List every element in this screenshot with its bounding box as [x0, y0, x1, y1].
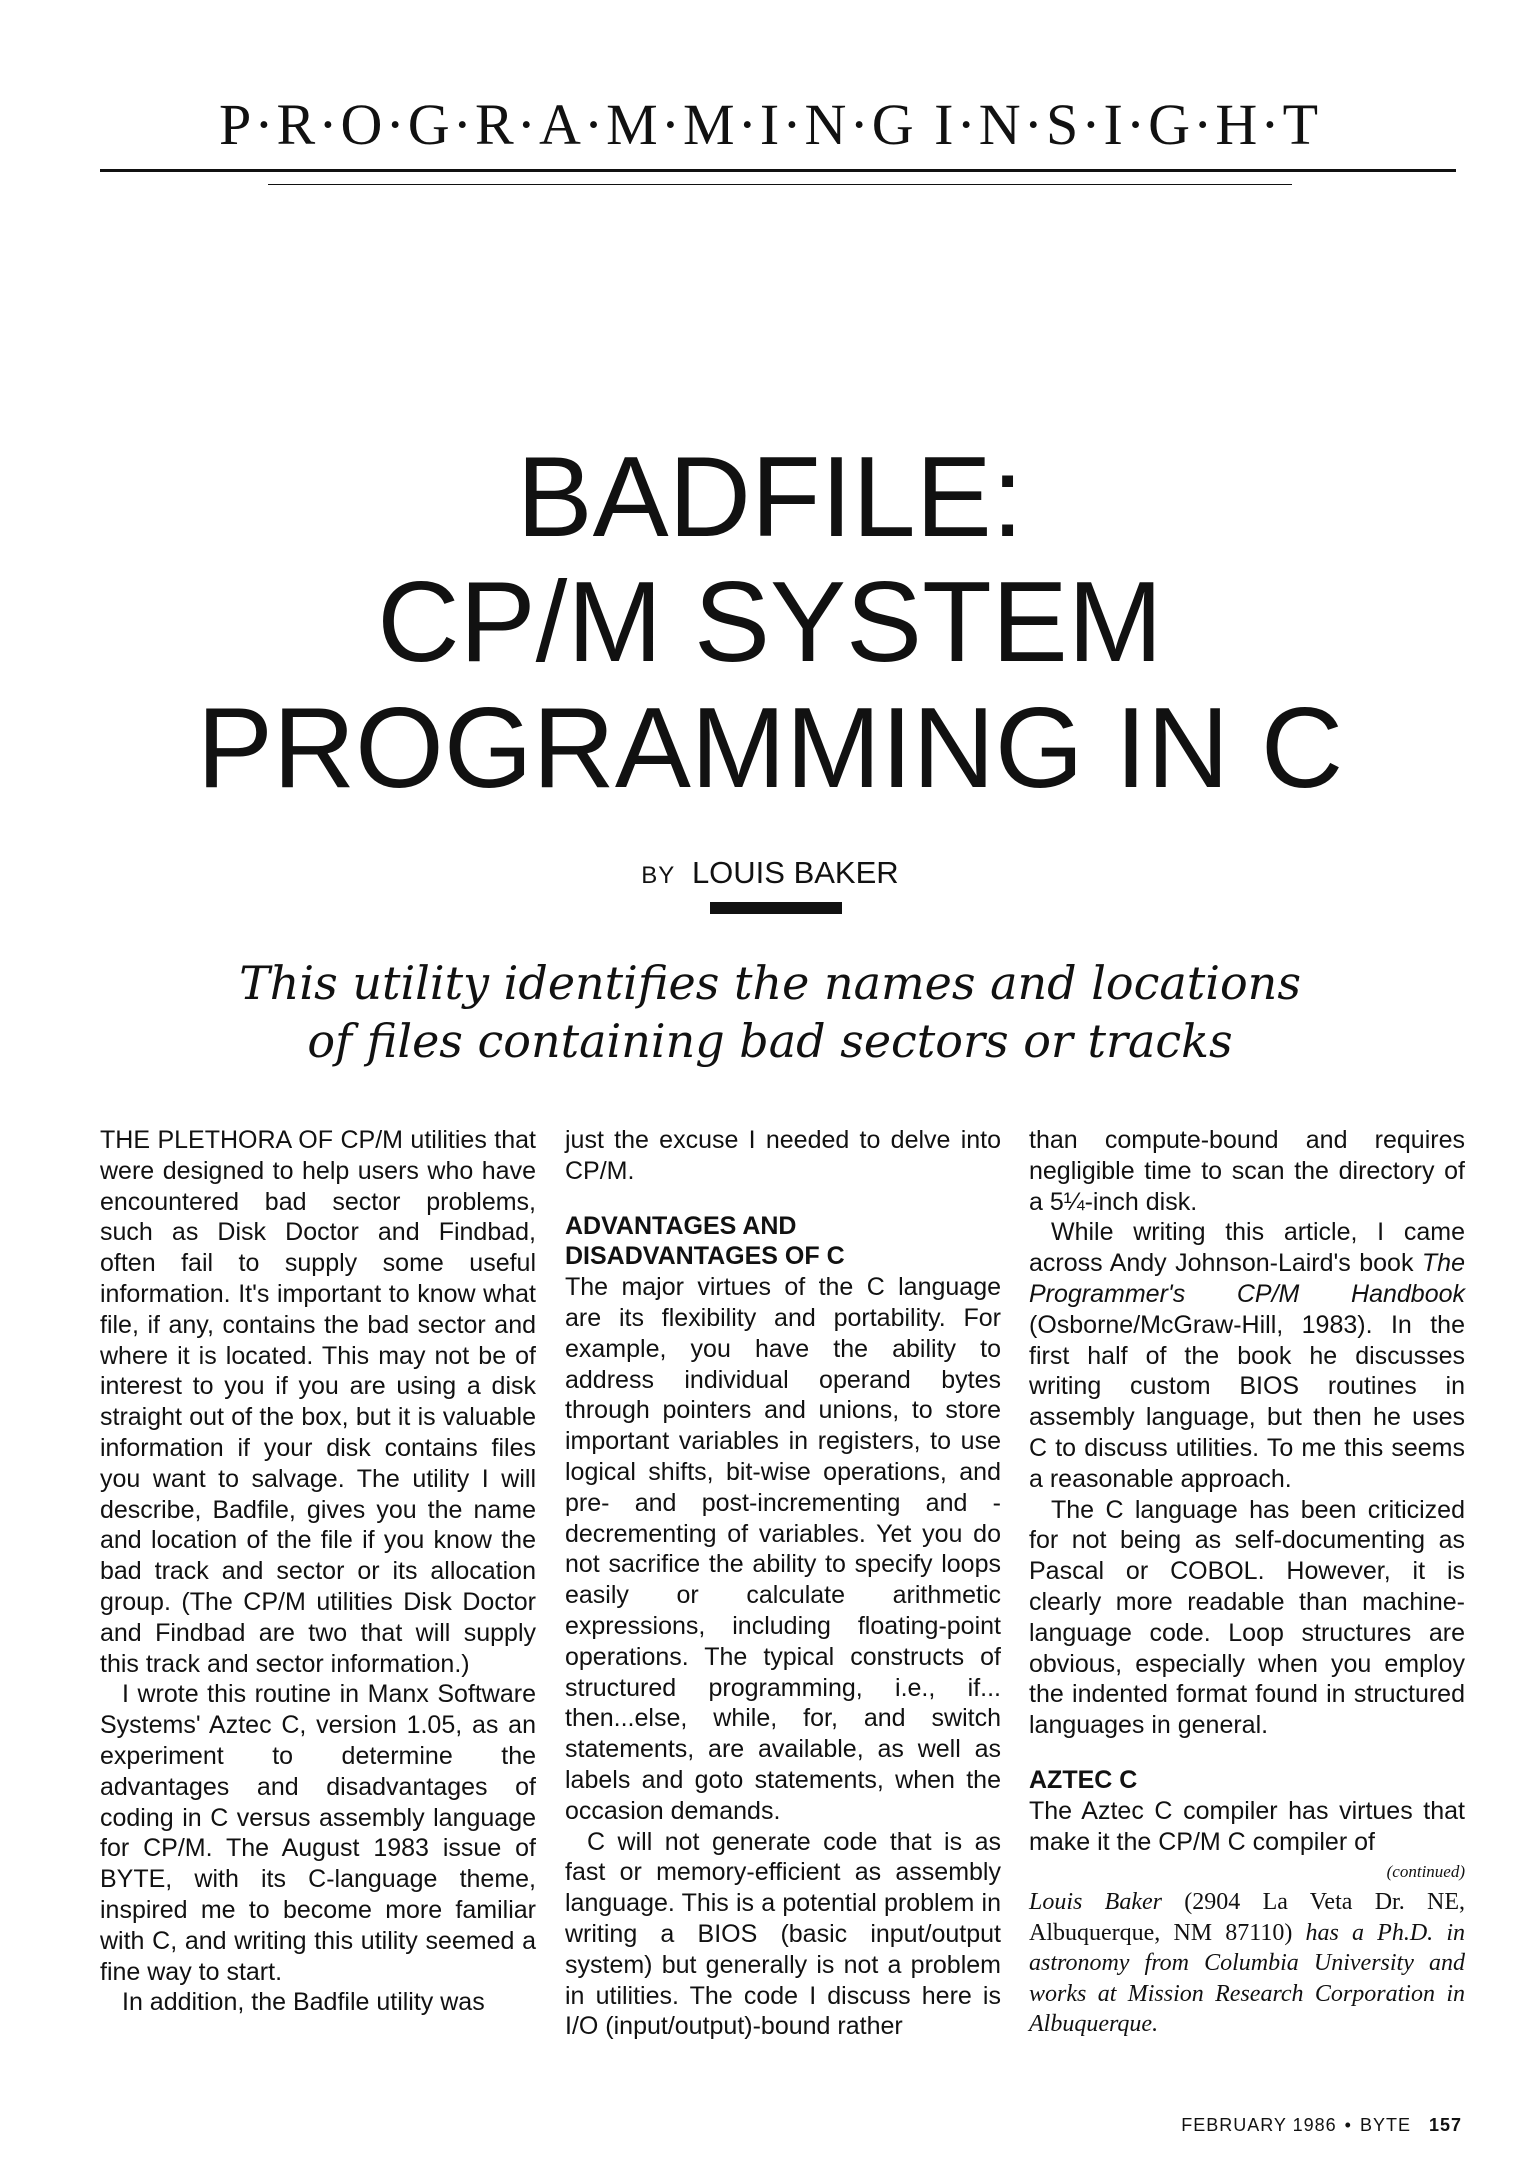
heading-line-2: DISADVANTAGES OF C [565, 1242, 845, 1271]
byline-rule [710, 902, 842, 914]
section-header: P·R·O·G·R·A·M·M·I·N·G I·N·S·I·G·H·T [218, 92, 1322, 157]
col2-paragraph-1: just the excuse I needed to delve into CP/M. [565, 1126, 1001, 1185]
footer-separator: • [1344, 2115, 1352, 2135]
byline [0, 855, 1540, 891]
col1-paragraph-2: I wrote this routine in Manx Software Systems' Aztec C, version 1.05, as an experiment to determine the advantages and disadvantages of coding in C versus assembly language for CP/M. The August 1983 issue of BYTE, with its C-language theme, inspired me to become more familiar with C, and writing this utility seemed a fine way to start. [100, 1680, 536, 1986]
section-heading-advantages [565, 1211, 1001, 1273]
column-2 [565, 1125, 1001, 2042]
col2-paragraph-2: The major virtues of the C language are its flexibility and portability. For example, you have the ability to address individual operand bytes through pointers and unions, to store important variables in registers, to use logical shifts, bit-wise operations, and pre- and post-incrementing and -decrementing of variables. Yet you do not sacrifice the ability to specify loops easily or calculate arithmetic expressions, including floating-point operations. The typical constructs of structured programming, i.e., if... then...else, while, for, and switch statements, are available, as well as labels and goto statements, when the occasion demands. [565, 1273, 1001, 1825]
byline-by: BY [641, 862, 676, 889]
column-3 [1029, 1125, 1465, 2040]
col3-paragraph-2 [1029, 1217, 1465, 1494]
page-number: 157 [1428, 2115, 1462, 2135]
page-footer [1181, 2115, 1462, 2136]
article-title [0, 435, 1540, 811]
deck-line-1: This utility identifies the names and locations [239, 956, 1301, 1010]
col1-paragraph-3: In addition, the Badfile utility was [122, 1988, 485, 2017]
bio-name: Louis Baker [1029, 1889, 1162, 1916]
title-line-1: BADFILE: [516, 434, 1024, 561]
heading-line-1: ADVANTAGES AND [565, 1211, 797, 1240]
bio-text: has a Ph.D. in astronomy from Columbia University and works at Mission Research Corporation in Albuquerque. [1029, 1919, 1465, 2038]
bio-address: (2904 La Veta Dr. NE, Albuquerque, NM 87110) [1029, 1889, 1465, 1946]
footer-date: FEBRUARY 1986 [1181, 2115, 1337, 2135]
col3-paragraph-4: The Aztec C compiler has virtues that make it the CP/M C compiler of [1029, 1796, 1465, 1856]
col3-paragraph-3: The C language has been criticized for not being as self-documenting as Pascal or COBOL. However, it is clearly more readable than machine-language code. Loop structures are obvious, especially when you employ the indented format found in structured languages in general. [1029, 1495, 1465, 1740]
footer-magazine: BYTE [1359, 2115, 1411, 2135]
col3-p2-after: (Osborne/McGraw-Hill, 1983). In the first half of the book he discusses writing custom BIOS routines in assembly language, but then he uses C to discuss utilities. To me this seems a reasonable approach. [1029, 1310, 1465, 1493]
header-subrule [268, 184, 1292, 185]
column-1 [100, 1125, 536, 2018]
col1-paragraph-1: THE PLETHORA OF CP/M utilities that were designed to help users who have encountered bad sector problems, such as Disk Doctor and Findbad, often fail to supply some useful information. It's important to know what file, if any, contains the bad sector and where it is located. This may not be of interest to you if you are using a disk straight out of the box, but it is valuable information if your disk contains files you want to salvage. The utility I will describe, Badfile, gives you the name and location of the file if you know the bad track and sector or its allocation group. (The CP/M utilities Disk Doctor and Findbad are two that will supply this track and sector information.) [100, 1126, 536, 1678]
title-line-3: PROGRAMMING IN C [196, 684, 1344, 812]
byline-author: LOUIS BAKER [691, 855, 899, 890]
title-line-2: CP/M SYSTEM [377, 559, 1163, 687]
header-rule [100, 169, 1456, 172]
book-title: The Programmer's CP/M Handbook [1029, 1249, 1465, 1308]
col3-p2-before: While writing this article, I came across Andy Johnson-Laird's book [1029, 1218, 1465, 1278]
continued-note: (continued) [1386, 1862, 1465, 1882]
section-heading-aztec: AZTEC C [1029, 1765, 1138, 1794]
col3-paragraph-1: than compute-bound and requires negligible time to scan the directory of a 5¼-inch disk. [1029, 1126, 1465, 1216]
col2-paragraph-3: C will not generate code that is as fast or memory-efficient as assembly language. This is a potential problem in writing a BIOS (basic input/output system) but generally is not a problem in utilities. The code I discuss here is I/O (input/output)-bound rather [565, 1827, 1001, 2041]
article-deck [0, 955, 1540, 1070]
deck-line-2: of files containing bad sectors or tracks [307, 1013, 1233, 1068]
author-bio [1029, 1887, 1465, 2040]
